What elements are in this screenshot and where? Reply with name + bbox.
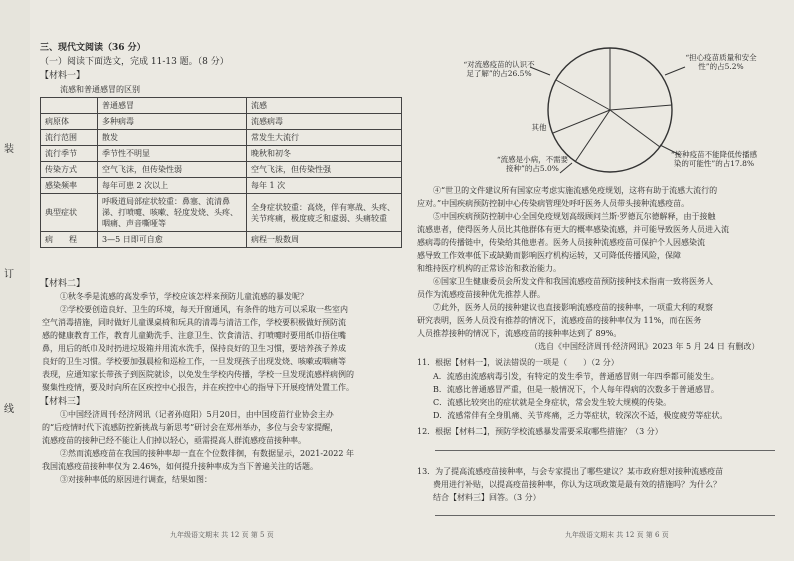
m3-line: 的“后疫情时代下流感防控新挑战与新思考”研讨会在郑州举办，多位与会专家提醒， (42, 423, 339, 432)
table-cell: 病程一般数周 (247, 232, 402, 248)
table-row (41, 162, 402, 178)
m2-line: 空气消毒措施，同时做好儿童课桌椅和玩具的清毒与清洁工作，学校要积极做好预防流 (42, 318, 346, 327)
right-page (415, 0, 785, 561)
body-line: 人员推荐接种的情况下，流感疫苗的接种率达到了 89%。 (417, 329, 622, 338)
table-header-cell: 普通感冒 (98, 98, 247, 114)
pie-label-c: 其他 (531, 123, 547, 132)
row-label: 传染方式 (41, 162, 98, 178)
body-line: 感病毒的传播链中，传染给其他患者。医务人员接种流感疫苗可保护个人因感染流 (417, 238, 705, 247)
page-footer: 九年级语文期末 共 12 页 第 5 页 (170, 531, 274, 539)
table-cell: 呼吸道局部症状较重：鼻塞、流清鼻涕、打喷嚏、咳嗽、轻度发烧、头疼、咽痛、声音嘶哑等 (98, 194, 247, 232)
table-header-row (41, 98, 402, 114)
q11-option-b: B．流感比普通感冒严重，但是一般情况下，个人每年得病的次数多于普通感冒。 (433, 385, 719, 394)
left-page (40, 0, 405, 561)
m2-line: 鼻，用后的纸巾及时扔进垃圾箱并用流水洗手，保持良好的卫生习惯，要培养孩子养成 (42, 344, 346, 353)
source-citation: （选自《中国经济周刊·经济网讯》2023 年 5 月 24 日 有删改） (530, 342, 760, 351)
q11-option-c: C．流感比较突出的症状就是全身症状，常会发生较大规模的传染。 (433, 398, 672, 407)
m3-line: ①中国经济周刊·经济网讯（记者孙庭阳）5月20日，由中国疫苗行业协会主办 (60, 410, 334, 419)
body-line: 和维持医疗机构的正常诊治和救治能力。 (417, 264, 561, 273)
m3-line: ③对接种率低的原因进行调查，结果如图： (60, 475, 212, 484)
row-label: 典型症状 (41, 194, 98, 232)
body-line: 员作为流感疫苗接种优先推荐人群。 (417, 290, 545, 299)
table-row (41, 146, 402, 162)
m2-line: 表现，应通知家长带孩子到医院就诊，以免发生学校内传播，学校一旦发现流感样病例的 (42, 370, 354, 379)
material-2-label: 【材料二】 (40, 279, 86, 289)
table-cell: 每年可患 2 次以上 (98, 178, 247, 194)
table-cell: 流感病毒 (247, 114, 402, 130)
subsection-title: （一）阅读下面选文，完成 11-13 题。（8 分） (40, 57, 229, 67)
pie-divider (575, 110, 610, 162)
question-13-line: 结合【材料三】回答。（3 分） (433, 493, 541, 502)
m3-line: 我国流感疫苗接种率仅为 2.46%，如何提升接种率成为当下普遍关注的话题。 (42, 462, 318, 471)
table-row (41, 114, 402, 130)
question-11: 11．根据【材料一】，说法错误的一项是（ ）（2 分） (417, 358, 619, 367)
question-12: 12．根据【材料二】，预防学校流感暴发需要采取哪些措施？（3 分） (417, 427, 663, 436)
question-13-line: 费用进行补贴，以提高疫苗接种率，你认为这项政策是最有效的措施吗？为什么？ (433, 480, 721, 489)
body-line: ⑦此外，医务人员的接种建议也直接影响流感疫苗的接种率，一项重大利的观察 (433, 303, 713, 312)
table-header-cell: 流感 (247, 98, 402, 114)
question-13-line: 13．为了提高流感疫苗接种率，与会专家提出了哪些建议？某市政府想对接种流感疫苗 (417, 467, 724, 476)
pie-divider (553, 110, 610, 133)
table-cell: 每年 1 次 (247, 178, 402, 194)
table-cell: 常发生大流行 (247, 130, 402, 146)
m2-line: 良好的卫生习惯。学校要加强晨检和巡检工作，一旦发现孩子出现发烧、咳嗽或咽痛等 (42, 357, 346, 366)
table-cell: 散发 (98, 130, 247, 146)
table-row (41, 130, 402, 146)
pie-divider (610, 105, 672, 110)
table-row (41, 194, 402, 232)
table-header-cell (41, 98, 98, 114)
table-cell: 多种病毒 (98, 114, 247, 130)
binding-label-zhuang: 装 (4, 144, 14, 155)
pie-label-d: “接种疫苗不能降低传播感染的可能性”的占17.8% (670, 150, 758, 168)
comparison-table (40, 97, 402, 248)
row-label: 病原体 (41, 114, 98, 130)
table-title: 流感和普通感冒的区别 (60, 85, 140, 94)
body-line: ⑤中国疾病预防控制中心全国免疫规划高级顾问兰斯·罗德瓦尔德解释，由于接触 (433, 212, 716, 221)
answer-line[interactable] (435, 450, 775, 451)
row-label: 病 程 (41, 232, 98, 248)
body-line: ⑥国家卫生健康委员会所发文件和我国流感疫苗预防接种技术指南一致将医务人 (433, 277, 713, 286)
table-cell: 晚秋和初冬 (247, 146, 402, 162)
section-title: 三、现代文阅读（36 分） (40, 43, 146, 53)
binding-margin (0, 0, 31, 561)
table-row (41, 178, 402, 194)
m3-line: 流感疫苗的接种已经不能让人们掉以轻心，亟需提高人群流感疫苗接种率。 (42, 436, 306, 445)
m2-line: ②学校要创造良好、卫生的环境，每天开窗通风，有条件的地方可以采取一些室内 (60, 305, 348, 314)
table-cell: 季节性不明显 (98, 146, 247, 162)
pie-divider (556, 80, 610, 110)
row-label: 流行范围 (41, 130, 98, 146)
table-row (41, 232, 402, 248)
page-footer: 九年级语文期末 共 12 页 第 6 页 (565, 531, 669, 539)
material-3-label: 【材料三】 (40, 397, 86, 407)
row-label: 流行季节 (41, 146, 98, 162)
binding-label-ding: 订 (4, 269, 14, 280)
row-label: 感染频率 (41, 178, 98, 194)
q11-option-a: A．流感由流感病毒引发，有特定的发生季节，普通感冒则一年四季都可能发生。 (433, 372, 719, 381)
material-1-label: 【材料一】 (40, 71, 86, 81)
binding-label-xian: 线 (4, 404, 14, 415)
body-line: 流感患者，使得医务人员比其他群体有更大的概率感染流感，并可能导致医务人员进入流 (417, 225, 729, 234)
m2-line: 感的健康教育工作，教育儿童勤洗手、注意卫生、饮食清洁、打喷嚏时要用纸巾捂住嘴 (42, 331, 346, 340)
table-cell: 空气飞沫，但传染性强 (247, 162, 402, 178)
q11-option-d: D．流感常伴有全身肌痛、关节疼痛，乏力等症状，较深次不适，极度疲劳等症状。 (433, 411, 728, 420)
table-cell: 空气飞沫，但传染性弱 (98, 162, 247, 178)
pie-label-b: “担心疫苗质量和安全性”的占5.2% (685, 53, 757, 71)
m3-line: ②然而流感疫苗在我国的接种率却一直在个位数徘徊，有数据显示，2021-2022 年 (60, 449, 354, 458)
survey-pie-chart (460, 45, 760, 180)
body-line: 应对。”中国疾病预防控制中心传染病管理处呼吁医务人员带头接种流感疫苗。 (417, 199, 690, 208)
pie-divider (610, 110, 660, 147)
m2-line: ①秋冬季是流感的高发季节，学校应该怎样来预防儿童流感的暴发呢？ (60, 292, 308, 301)
table-cell: 全身症状较重：高烧，伴有寒战、头疼、关节疼痛，极度疲乏和虚弱、头痛较重 (247, 194, 402, 232)
body-line: 研究表明，医务人员没有推荐的情况下，流感疫苗的接种率仅为 11%，而在医务 (417, 316, 702, 325)
pie-label-e: “流感是小病，不需要接种”的占5.0% (496, 155, 569, 173)
pie-label-a: “对流感疫苗的认识不足了解”的占26.5% (463, 60, 535, 78)
m2-line: 聚集性疫情，要及时向所在区疾控中心报告，并在疾控中心的指导下开展疫情处置工作。 (42, 383, 354, 392)
answer-line[interactable] (435, 515, 775, 516)
body-line: ④“世卫的文件建议所有国家应考虑实施流感免疫规划，这将有助于流感大流行的 (433, 186, 718, 195)
table-cell: 3—5 日即可自愈 (98, 232, 247, 248)
body-line: 感导致工作效率低下或缺勤而影响医疗机构运转，又可降低传播风险，保障 (417, 251, 681, 260)
